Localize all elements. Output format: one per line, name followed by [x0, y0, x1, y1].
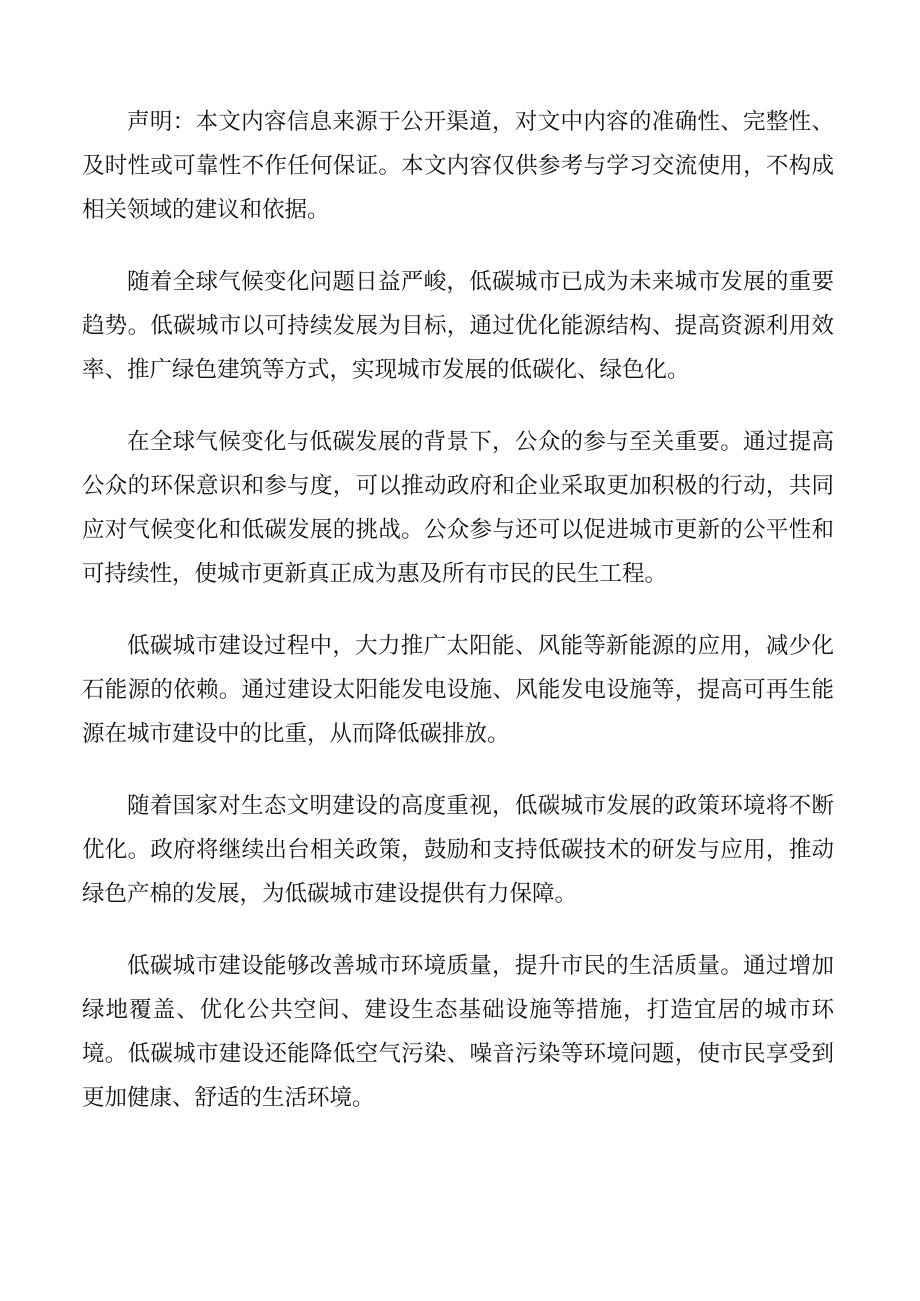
document-body [82, 100, 834, 1148]
body-paragraph: 随着全球气候变化问题日益严峻，低碳城市已成为未来城市发展的重要趋势。低碳城市以可持续发展为目标，通过优化能源结构、提高资源利用效率、推广绿色建筑等方式，实现城市发展的低碳化、绿色化。 [82, 269, 834, 383]
disclaimer-paragraph: 声明：本文内容信息来源于公开渠道，对文中内容的准确性、完整性、及时性或可靠性不作任何保证。本文内容仅供参考与学习交流使用，不构成相关领域的建议和依据。 [82, 109, 834, 223]
body-paragraph: 在全球气候变化与低碳发展的背景下，公众的参与至关重要。通过提高公众的环保意识和参与度，可以推动政府和企业采取更加积极的行动，共同应对气候变化和低碳发展的挑战。公众参与还可以促进城市更新的公平性和可持续性，使城市更新真正成为惠及所有市民的民生工程。 [82, 429, 834, 587]
body-paragraph: 低碳城市建设能够改善城市环境质量，提升市民的生活质量。通过增加绿地覆盖、优化公共空间、建设生态基础设施等措施，打造宜居的城市环境。低碳城市建设还能降低空气污染、噪音污染等环境问题，使市民享受到更加健康、舒适的生活环境。 [82, 953, 834, 1111]
body-paragraph: 低碳城市建设过程中，大力推广太阳能、风能等新能源的应用，减少化石能源的依赖。通过建设太阳能发电设施、风能发电设施等，提高可再生能源在城市建设中的比重，从而降低碳排放。 [82, 633, 834, 747]
body-paragraph: 随着国家对生态文明建设的高度重视，低碳城市发展的政策环境将不断优化。政府将继续出台相关政策，鼓励和支持低碳技术的研发与应用，推动绿色产棉的发展，为低碳城市建设提供有力保障。 [82, 793, 834, 907]
